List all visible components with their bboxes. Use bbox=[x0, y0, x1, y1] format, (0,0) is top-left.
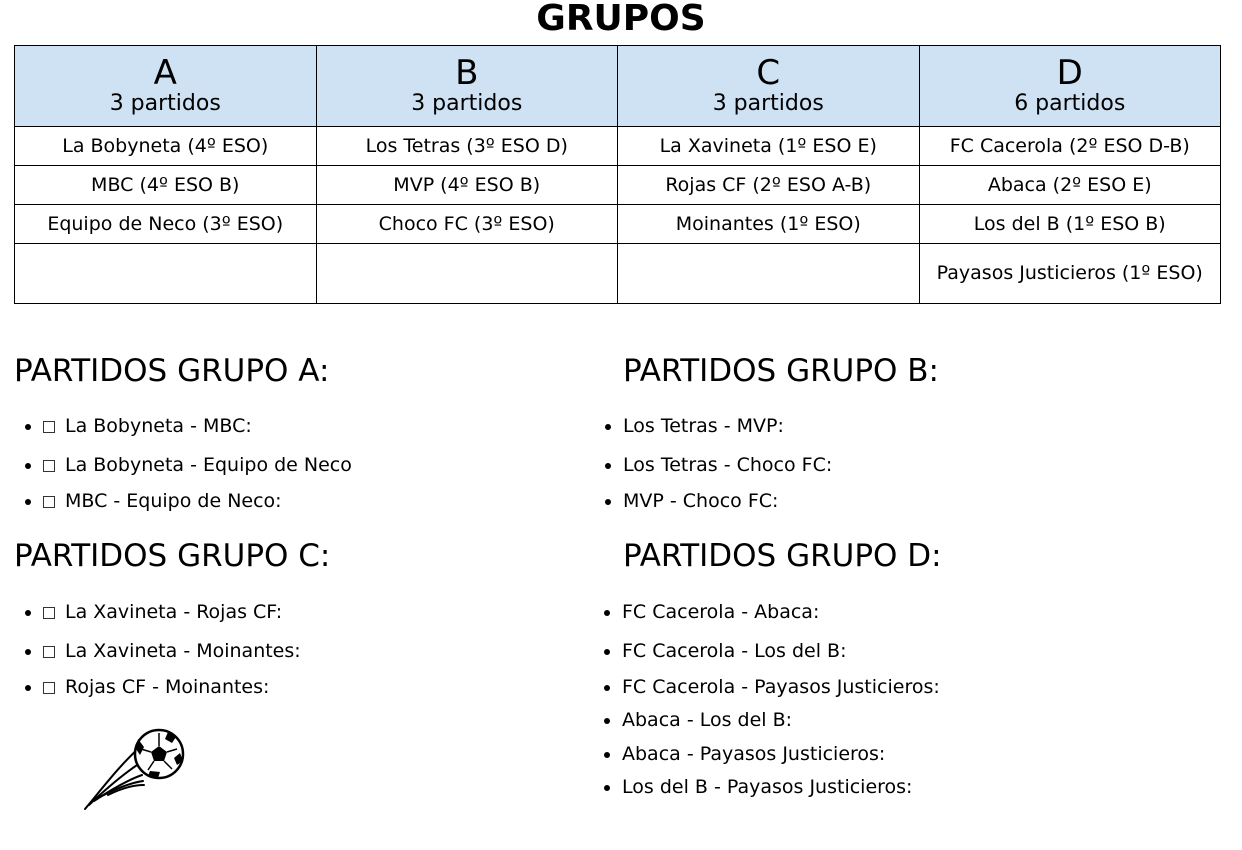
list-item bbox=[43, 640, 301, 662]
team-cell bbox=[618, 244, 920, 304]
table-row bbox=[15, 244, 1221, 304]
list-item: • Los Tetras - MVP: bbox=[623, 415, 784, 437]
list-item: • MVP - Choco FC: bbox=[623, 490, 778, 512]
team-cell: Equipo de Neco (3º ESO) bbox=[15, 205, 317, 244]
match-checkbox[interactable] bbox=[43, 607, 55, 619]
group-letter: D bbox=[1056, 53, 1083, 93]
match-checkbox[interactable] bbox=[43, 646, 55, 658]
section-heading: PARTIDOS GRUPO A: bbox=[14, 353, 330, 389]
list-item: • FC Cacerola - Payasos Justicieros: bbox=[622, 676, 940, 698]
match-label: La Xavineta - Rojas CF: bbox=[65, 601, 283, 623]
table-row bbox=[15, 205, 1221, 244]
list-item: • Abaca - Los del B: bbox=[622, 709, 792, 731]
group-match-count: 6 partidos bbox=[1014, 91, 1126, 116]
matches-group-d bbox=[623, 538, 942, 574]
match-checkbox[interactable] bbox=[43, 460, 55, 472]
soccer-ball-icon bbox=[80, 725, 190, 815]
match-label: MBC - Equipo de Neco: bbox=[65, 490, 282, 512]
list-item: • FC Cacerola - Abaca: bbox=[622, 601, 819, 623]
list-item bbox=[43, 415, 252, 437]
match-label: La Xavineta - Moinantes: bbox=[65, 640, 301, 662]
team-cell: MVP (4º ESO B) bbox=[316, 166, 618, 205]
group-letter: A bbox=[153, 53, 177, 93]
group-letter: B bbox=[455, 53, 479, 93]
table-row bbox=[15, 166, 1221, 205]
matches-group-a bbox=[14, 353, 329, 389]
group-d-header bbox=[919, 46, 1221, 127]
group-b-header bbox=[316, 46, 618, 127]
team-cell: Moinantes (1º ESO) bbox=[618, 205, 920, 244]
section-heading: PARTIDOS GRUPO C: bbox=[14, 538, 331, 574]
list-item bbox=[43, 601, 282, 623]
match-label: Rojas CF - Moinantes: bbox=[65, 676, 270, 698]
team-cell: Payasos Justicieros (1º ESO) bbox=[919, 244, 1221, 304]
matches-group-c bbox=[14, 538, 330, 574]
list-item: • Los Tetras - Choco FC: bbox=[623, 454, 832, 476]
team-cell: Rojas CF (2º ESO A-B) bbox=[618, 166, 920, 205]
list-item bbox=[43, 454, 352, 476]
section-heading: PARTIDOS GRUPO B: bbox=[623, 353, 939, 389]
group-match-count: 3 partidos bbox=[109, 91, 221, 116]
list-item: • Los del B - Payasos Justicieros: bbox=[622, 776, 912, 798]
match-checkbox[interactable] bbox=[43, 682, 55, 694]
match-label: La Bobyneta - Equipo de Neco bbox=[65, 454, 352, 476]
team-cell: FC Cacerola (2º ESO D-B) bbox=[919, 127, 1221, 166]
match-label: La Bobyneta - MBC: bbox=[65, 415, 252, 437]
group-match-count: 3 partidos bbox=[712, 91, 824, 116]
team-cell bbox=[316, 244, 618, 304]
table-row bbox=[15, 127, 1221, 166]
list-item bbox=[43, 676, 269, 698]
team-cell: MBC (4º ESO B) bbox=[15, 166, 317, 205]
team-cell bbox=[15, 244, 317, 304]
team-cell: Los Tetras (3º ESO D) bbox=[316, 127, 618, 166]
groups-header-row bbox=[15, 46, 1221, 127]
group-letter: C bbox=[756, 53, 781, 93]
team-cell: La Bobyneta (4º ESO) bbox=[15, 127, 317, 166]
team-cell: Abaca (2º ESO E) bbox=[919, 166, 1221, 205]
page-title: GRUPOS bbox=[536, 0, 706, 39]
group-match-count: 3 partidos bbox=[411, 91, 523, 116]
team-cell: La Xavineta (1º ESO E) bbox=[618, 127, 920, 166]
group-a-header bbox=[15, 46, 317, 127]
team-cell: Choco FC (3º ESO) bbox=[316, 205, 618, 244]
group-c-header bbox=[618, 46, 920, 127]
list-item: • Abaca - Payasos Justicieros: bbox=[622, 743, 885, 765]
match-checkbox[interactable] bbox=[43, 496, 55, 508]
match-checkbox[interactable] bbox=[43, 421, 55, 433]
list-item bbox=[43, 490, 282, 512]
matches-group-b bbox=[623, 353, 939, 389]
section-heading: PARTIDOS GRUPO D: bbox=[623, 538, 942, 574]
groups-table bbox=[14, 45, 1221, 304]
team-cell: Los del B (1º ESO B) bbox=[919, 205, 1221, 244]
list-item: • FC Cacerola - Los del B: bbox=[622, 640, 846, 662]
